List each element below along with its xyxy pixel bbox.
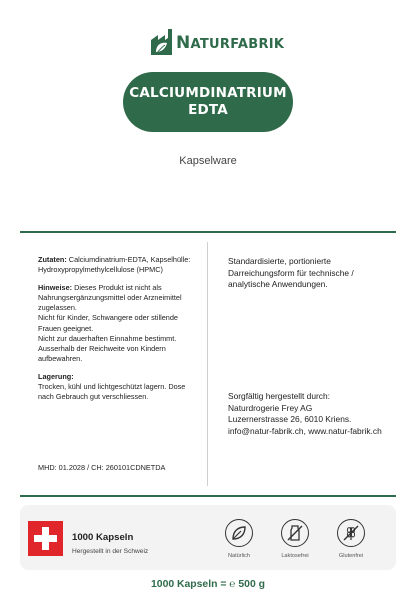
product-title-line1: CALCIUMDINATRIUM [129,85,287,101]
swiss-flag-icon [28,521,63,556]
product-title-line2: EDTA [188,102,228,118]
ingredients-column [38,255,198,410]
divider-bottom [20,495,396,497]
made-in-switzerland: Hergestellt in der Schweiz [72,548,149,555]
divider-top [20,231,396,233]
lagerung-section: Lagerung: Trocken, kühl und lichtgeschützt lagern. Dose nach Gebrauch gut verschliessen. [38,371,186,402]
product-title-badge [123,72,293,132]
badge-lactose-free [275,519,315,559]
leaf-icon [225,519,253,547]
manufacturer-block: Sorgfältig hergestellt durch: Naturdrogerie Frey AG Luzernerstrasse 26, 6010 Kriens. info@natur-fabrik.ch, www.natur-fabrik.ch [228,391,382,436]
badge-gluten-free [331,519,371,559]
brand-logo [150,22,284,56]
product-subtitle: Kapselware [179,155,237,167]
net-content: 1000 Kapseln = ℮ 500 g [151,579,265,590]
badge-label: Glutenfrei [338,553,364,559]
badge-label: Laktosefrei [281,553,309,559]
zutaten-section: Zutaten: Calciumdinatrium-EDTA, Kapselhülle: Hydroxypropylmethylcellulose (HPMC) [38,255,191,275]
description-block: Standardisierte, portionierte Darreichungsform für technische / analytische Anwendungen. [228,256,354,289]
best-before-batch: MHD: 01.2028 / CH: 260101CDNETDA [38,463,166,472]
badge-label: Natürlich [227,553,251,559]
brand-name: NATURFABRIK [176,33,285,53]
badge-natural [219,519,259,559]
gluten-free-icon [337,519,365,547]
column-divider [207,242,208,486]
lactose-free-icon [281,519,309,547]
capsule-quantity: 1000 Kapseln [72,532,134,543]
hinweise-section: Hinweise: Dieses Produkt ist nicht als Nahrungsergänzungsmittel oder Arzneimittel zugelassen. Nicht für Kinder, Schwangere oder stillende Frauen geeignet. Nicht zur dauerhaften Einnahme bestimmt. Ausserhalb der Reichweite von Kindern aufbewahren. [38,283,182,363]
factory-icon [150,26,174,56]
